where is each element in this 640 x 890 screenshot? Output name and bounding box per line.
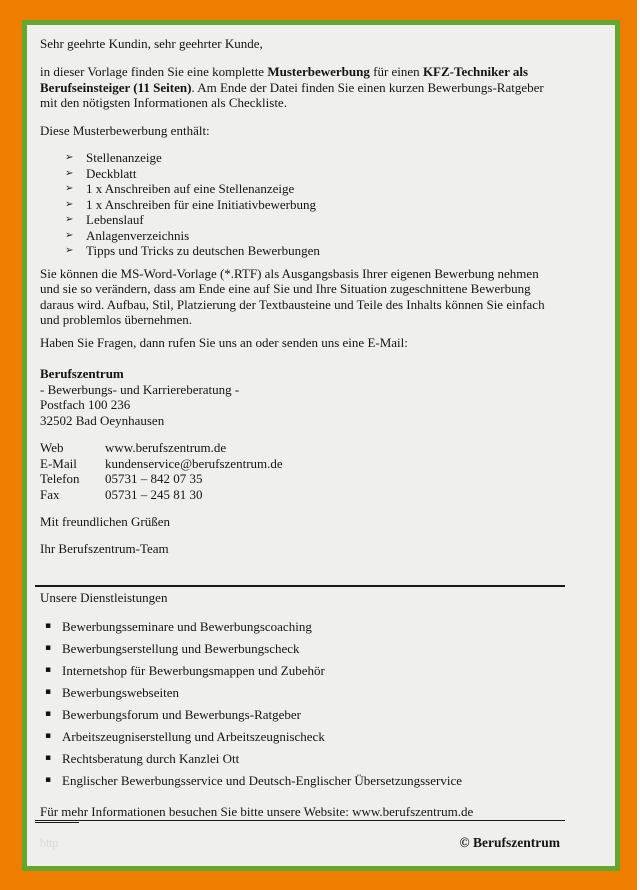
contact-label: Telefon [40,471,80,486]
list-item [65,150,560,166]
square-bullet-icon: ▪ [45,686,52,697]
services-heading: Unsere Dienstleistungen [40,590,168,605]
service-item [45,685,560,701]
square-bullet-icon: ▪ [45,642,52,653]
contact-table [40,440,560,502]
service-item [45,751,560,767]
company-block [40,366,560,428]
contact-row-telefon [40,471,560,487]
closing-line: Mit freundlichen Grüßen [40,514,170,529]
signature-line: Ihr Berufszentrum-Team [40,540,169,556]
contains-heading: Diese Musterbewerbung enthält: [40,123,210,138]
service-item [45,707,560,723]
services-list [45,619,560,789]
service-label: Internetshop für Bewerbungsmappen und Zubehör [62,662,325,678]
usage-paragraph: Sie können die MS-Word-Vorlage (*.RTF) als Ausgangsbasis Ihrer eigenen Bewerbung nehmen und sie so verändern, dass am Ende eine auf Sie und Ihre Situation zugeschnittene Bewerbung daraus wird. Aufbau, Stil, Platzierung der Textbausteine und Teile des Inhalts können Sie einfach und problemlos übernehmen. [40,265,545,327]
footer-divider [35,820,565,821]
list-item-label: Stellenanzeige [86,150,162,165]
arrow-bullet-icon: ➢ [65,245,74,256]
intro-paragraph [40,64,560,111]
square-bullet-icon: ▪ [45,708,52,719]
contact-label: Fax [40,486,60,502]
service-label: Bewerbungswebseiten [62,684,179,700]
fax-number: 05731 – 245 81 30 [105,486,203,502]
footer-info-line: Für mehr Informationen besuchen Sie bitte unsere Website: www.berufszentrum.de [40,804,474,819]
list-item [65,166,560,182]
service-label: Bewerbungsforum und Bewerbungs-Ratgeber [62,706,301,722]
list-item-label: Lebenslauf [86,212,144,227]
contact-label: Web [40,440,64,455]
service-item [45,663,560,679]
list-item-label: Anlagenverzeichnis [86,227,190,243]
list-item [65,197,560,213]
list-item [65,228,560,244]
intro-bold-musterbewerbung: Musterbewerbung [267,64,370,79]
contact-row-fax [40,487,560,503]
arrow-bullet-icon: ➢ [65,198,74,210]
service-item [45,729,560,745]
footer-row [40,835,560,853]
letter-body [27,25,615,866]
http-watermark: http [40,838,59,850]
list-item-label: Tipps und Tricks zu deutschen Bewerbungen [86,243,320,258]
service-item [45,619,560,635]
list-item-label: 1 x Anschreiben auf eine Stellenanzeige [86,181,295,196]
contains-list [65,150,560,259]
intro-text: in dieser Vorlage finden Sie eine komplette [40,64,268,79]
contact-row-email [40,456,560,472]
list-item [65,181,560,197]
questions-line: Haben Sie Fragen, dann rufen Sie uns an oder senden uns eine E-Mail: [40,334,408,350]
intro-text: für einen [369,64,423,79]
service-label: Rechtsberatung durch Kanzlei Ott [62,750,240,766]
square-bullet-icon: ▪ [45,620,52,631]
company-name: Berufszentrum [40,366,124,381]
service-label: Bewerbungsseminare und Bewerbungscoaching [62,618,312,634]
company-subtitle: - Bewerbungs- und Karriereberatung - [40,381,240,397]
service-label: Arbeitszeugniserstellung und Arbeitszeugnischeck [62,728,325,744]
section-divider [35,585,565,587]
copyright-notice: © Berufszentrum [459,835,560,850]
square-bullet-icon: ▪ [45,774,52,785]
arrow-bullet-icon: ➢ [65,214,74,225]
list-item [65,212,560,228]
email-address: kundenservice@berufszentrum.de [105,455,283,471]
service-item [45,641,560,657]
service-label: Bewerbungserstellung und Bewerbungscheck [62,640,300,656]
document-border [22,20,620,871]
contact-label: E-Mail [40,455,77,471]
arrow-bullet-icon: ➢ [65,229,74,241]
arrow-bullet-icon: ➢ [65,183,74,194]
website-url: www.berufszentrum.de [105,440,227,455]
arrow-bullet-icon: ➢ [65,152,74,163]
service-label: Englischer Bewerbungsservice und Deutsch-Englischer Übersetzungsservice [62,772,462,788]
service-item [45,773,560,789]
company-address-line2: 32502 Bad Oeynhausen [40,412,165,428]
list-item-label: Deckblatt [86,165,137,181]
square-bullet-icon: ▪ [45,730,52,741]
company-address-line1: Postfach 100 236 [40,397,131,412]
phone-number: 05731 – 842 07 35 [105,471,203,486]
intro-text: . Am Ende der Datei finden Sie einen kurzen Bewerbungs-Ratgeber mit den nötigsten Informationen als Checkliste. [40,79,544,110]
footer-divider-stub [35,822,79,823]
arrow-bullet-icon: ➢ [65,167,74,179]
square-bullet-icon: ▪ [45,752,52,763]
square-bullet-icon: ▪ [45,664,52,675]
salutation: Sehr geehrte Kundin, sehr geehrter Kunde, [40,36,263,51]
list-item [65,243,560,259]
list-item-label: 1 x Anschreiben für eine Initiativbewerbung [86,196,316,212]
contact-row-web [40,440,560,456]
intro-bold-kfz-techniker: KFZ-Techniker als Berufseinsteiger (11 Seiten) [40,64,529,95]
